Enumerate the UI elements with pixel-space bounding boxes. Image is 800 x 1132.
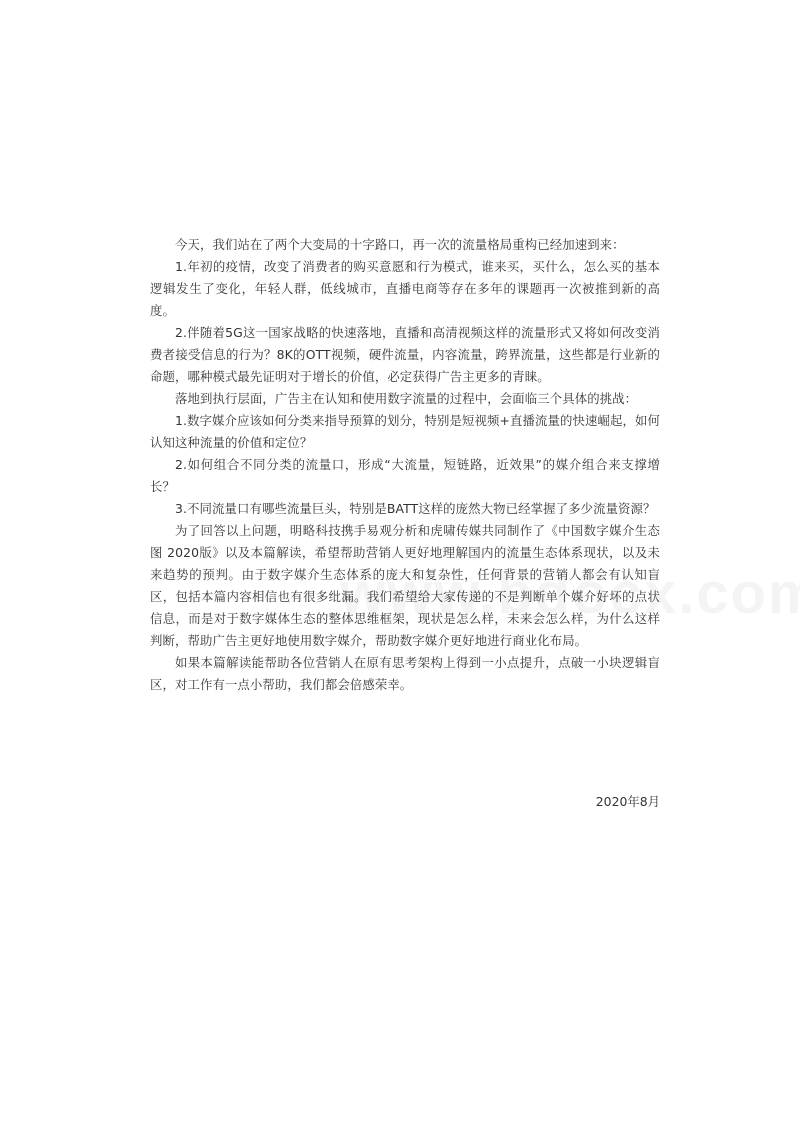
paragraph-point-2: 2.伴随着5G这一国家战略的快速落地，直播和高清视频这样的流量形式又将如何改变消费者接受信息的行为？8K的OTT视频，硬件流量，内容流量，跨界流量，这些都是行业新的命题，哪种模式最先证明对于增长的价值，必定获得广告主更多的青睐。 [150,325,660,384]
paragraph-challenge-2: 2.如何组合不同分类的流量口，形成“大流量，短链路，近效果”的媒介组合来支撑增长？ [150,457,660,494]
paragraph-point-1: 1.年初的疫情，改变了消费者的购买意愿和行为模式，谁来买，买什么，怎么买的基本逻辑发生了变化，年轻人群，低线城市，直播电商等存在多年的课题再一次被推到新的高度。 [150,259,660,318]
paragraph-closing: 如果本篇解读能帮助各位营销人在原有思考架构上得到一小点提升，点破一小块逻辑盲区，对工作有一点小帮助，我们都会倍感荣幸。 [150,655,660,692]
paragraph-intro: 今天，我们站在了两个大变局的十字路口，再一次的流量格局重构已经加速到来： [175,237,625,252]
paragraph-challenge-1: 1.数字媒介应该如何分类来指导预算的划分，特别是短视频+直播流量的快速崛起，如何认知这种流量的价值和定位？ [150,413,660,450]
watermark [340,560,640,627]
paragraph-challenges-intro: 落地到执行层面，广告主在认知和使用数字流量的过程中，会面临三个具体的挑战： [175,391,638,406]
paragraph-challenge-3: 3.不同流量口有哪些流量巨头，特别是BATT这样的庞然大物已经掌握了多少流量资源？ [175,501,656,516]
document-date: 2020年8月 [595,794,660,809]
paragraph-purpose: 为了回答以上问题，明略科技携手易观分析和虎啸传媒共同制作了《中国数字媒介生态图 2020版》以及本篇解读，希望帮助营销人更好地理解国内的流量生态体系现状，以及未来趋势的预判。由于数字媒介生态体系的庞大和复杂性，任何背景的营销人都会有认知盲区，包括本篇内容相信也有很多纰漏。我们希望给大家传递的不是判断单个媒介好坏的点状信息，而是对于数字媒体生态的整体思维框架，现状是怎么样，未来会怎么样，为什么这样判断，帮助广告主更好地使用数字媒介，帮助数字媒介更好地进行商业化布局。 [150,523,660,648]
